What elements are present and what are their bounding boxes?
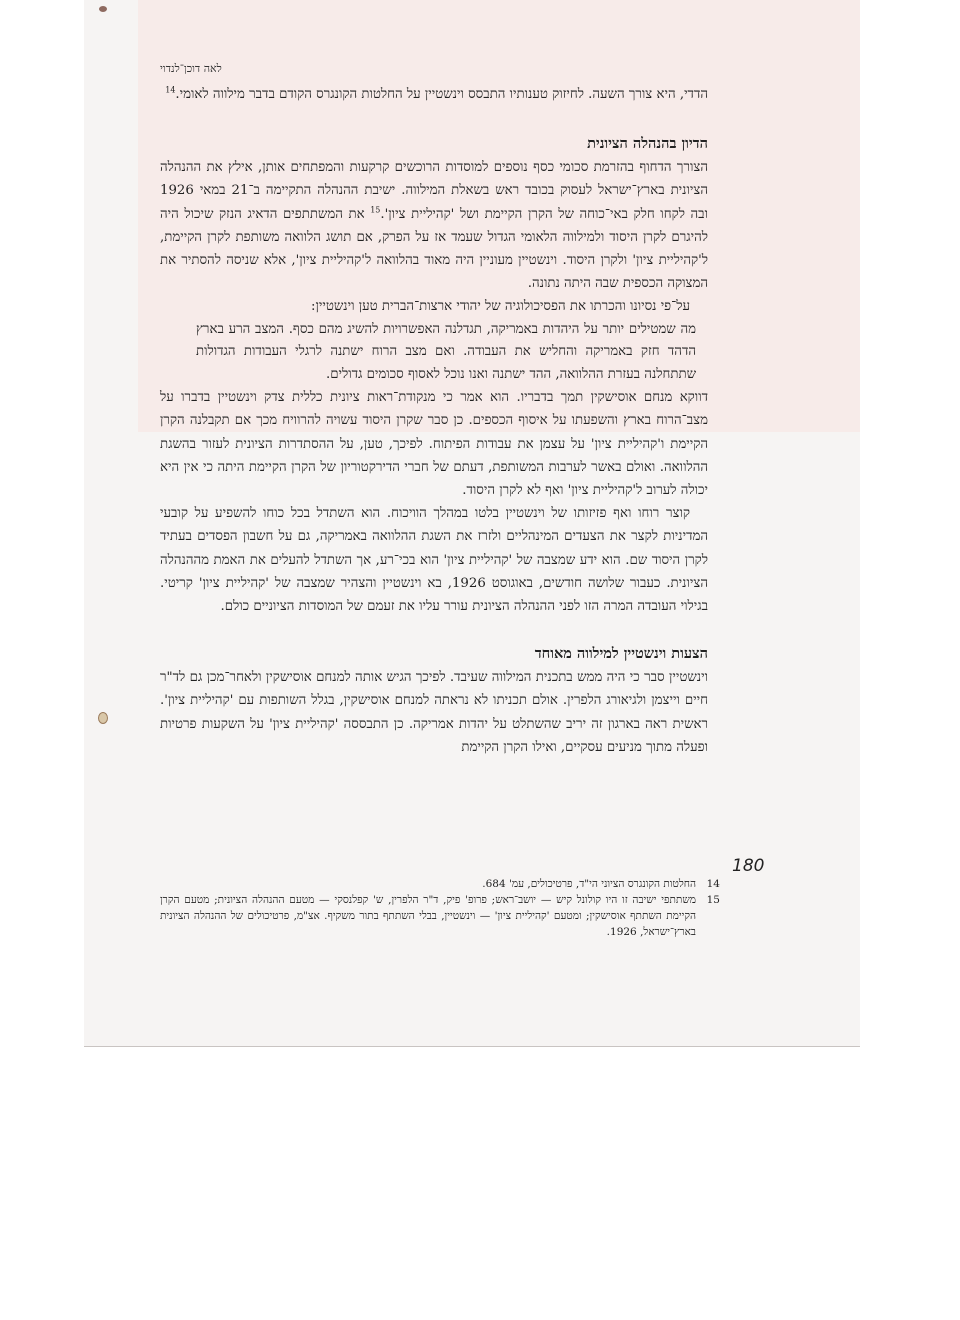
page-body [160, 62, 708, 759]
paragraph [160, 156, 708, 295]
footnote [160, 876, 720, 892]
paragraph-text: הצורך הדחוף בהזרמת סכומי כסף נוספים למוסדות הרוכשים קרקעות והמפתחים אותן, אילץ את ההנהלה הציונית בארץ־ישראל לעסוק בכובד ראש בשאלת המילווה. ישיבת ההנהלה התקיימה ב־21 במאי 1926 ובה לקחו חלק באי־כוחה של הקרן הקיימת ושל 'קהיליית ציון'. [160, 160, 708, 222]
section-heading: הצעות וינשטיין למילווה מאוחד [534, 645, 708, 663]
footnote [160, 892, 720, 940]
page-number: 180 [732, 856, 765, 876]
paragraph: וינשטיין סבר כי היה ממש בתכנית המילווה שעיבד. לפיכך הגיש אותה למנחם אוסישקין ולאחר־מכן גם לד"ר חיים וייצמן ולגיאורג הלפרין. אולם תכניתו לא נראתה למנחם אוסישקין, בגלל השותפות עם 'קהיליית ציון'. ראשית ראה בארגון זה יריב שהשתלט על יהדות אמריקה. כן התבססה 'קהיליית ציון' על השקעות פרטיות ופעלה מתוך מניעים עסקיים, ואילו הקרן הקיימת [160, 670, 708, 755]
footnote-number: 15 [706, 894, 720, 906]
paragraph-text: הדדי, היא צורך השעה. לחיזוק טענותיו התבסס וינשטיין על החלטות הקונגרס הקודם בדבר מילווה לאומי. [175, 87, 708, 102]
paper-mark [99, 6, 107, 12]
paragraph: דווקא מנחם אוסישקין תמך בדבריו. הוא אמר כי מנקודת־ראות ציונית כללית צדק וינשטיין בדברו על מצב־הרוח בארץ והשפעתו על איסוף הכספים. כן סבר שקרן היסוד עשויה להרוויח מכך אם תקבלנה הקרן הקיימת ו'קהיליית ציון' על עצמן את עבודות הפיתוח. לפיכך, טען, על ההסתדרות הציונית לעזור בהשגת ההלוואה. ואולם באשר לערבות המשותפת, דעתם של חברי הדירקטוריון של הקרן הקיימת היתה כי אין היא יכולה לערוב ל'קהיליית ציון' ואף לא לקרן היסוד. [160, 390, 708, 498]
section-heading: הדיון בהנהלה הציונית [587, 135, 708, 153]
block-quote [196, 319, 696, 387]
paragraph: על־פי נסיונו והכרתו את הפסיכולוגיה של יהודי ארצות־הברית טען וינשטיין: [311, 299, 690, 315]
footnote-ref: 14 [165, 85, 176, 95]
paragraph [160, 83, 708, 106]
paragraph: קוצר רוחו ואף פזיזותו של וינשטיין בלטו במהלך הוויכוח. הוא השתדל בכל כוחו להשפיע על קובעי המדיניות לקצר את הצעדים המינהליים ולזרז את השגת ההלוואה באמריקה, גם על חשבון הפסדים בעתיד לקרן היסוד שם. הוא ידע שמצבה של 'קהיליית ציון' הוא בכי־רע, אך השתדל להעלים את האמת מההנהלה הציונית. כעבור שלושה חודשים, באוגוסט 1926, בא וינשטיין והצהיר שמצבה של 'קהיליית ציון' קריטי. בגילוי העובדה המרה הזו לפני ההנהלה הציונית עורר עליו את זעמם של המוסדות הציוניים כולם. [160, 506, 708, 614]
footnote-number: 14 [706, 878, 720, 890]
punch-hole [98, 712, 108, 724]
paragraph-text: את המשתתפים הדאיג הנזק שיכול היה להיגרם לקרן היסוד ולמילווה הלאומי הגדול שעמד אז על הפרק, אם תושג הלוואה משותפת לקרן הקיימת, ל'קהיליית ציון' ולקרן היסוד. וינשטיין מעוניין היה מאוד בהלוואה ל'קהיליית ציון', אלא שניסה להסתיר את המצוקה הכספית שבה היתה נתונה. [160, 206, 708, 292]
footnotes [160, 876, 720, 940]
running-head: לאה דוכן־לנדוי [160, 62, 222, 75]
footnote-text: החלטות הקונגרס הציוני הי"ד, פרטיכולים, עמ' 684. [482, 878, 696, 890]
footnote-text: משתתפי ישיבה זו היו קולונל קיש — יושב־ראש; פרופ' פיק, ד"ר הלפרין, ש' קפלנסקי — מטעם ההנהלה הציונית; מטעם הקרן הקיימת השתתף אוסישקין; ומטעם 'קהיליית ציון' — וינשטיין, בבלי השתתף בתור משקיף. אצ"מ, פרטיכולים של ההנהלה הציונית בארץ־ישראל, 1926. [160, 894, 696, 938]
quote-text: מה שמטילים יותר על היהדות באמריקה, תגדלנה האפשרויות להשיג מהם כסף. המצב הרע בארץ הדהד חזק באמריקה והחליש את העבודה. ואם מצב הרוח ישתנה לרגלי העבודות הגדולות שתתחלנה בעזרת ההלוואה, ההד ישתנה ואנו נוכל לאסוף סכומים גדולים. [196, 321, 696, 382]
footnote-ref: 15 [370, 205, 381, 215]
